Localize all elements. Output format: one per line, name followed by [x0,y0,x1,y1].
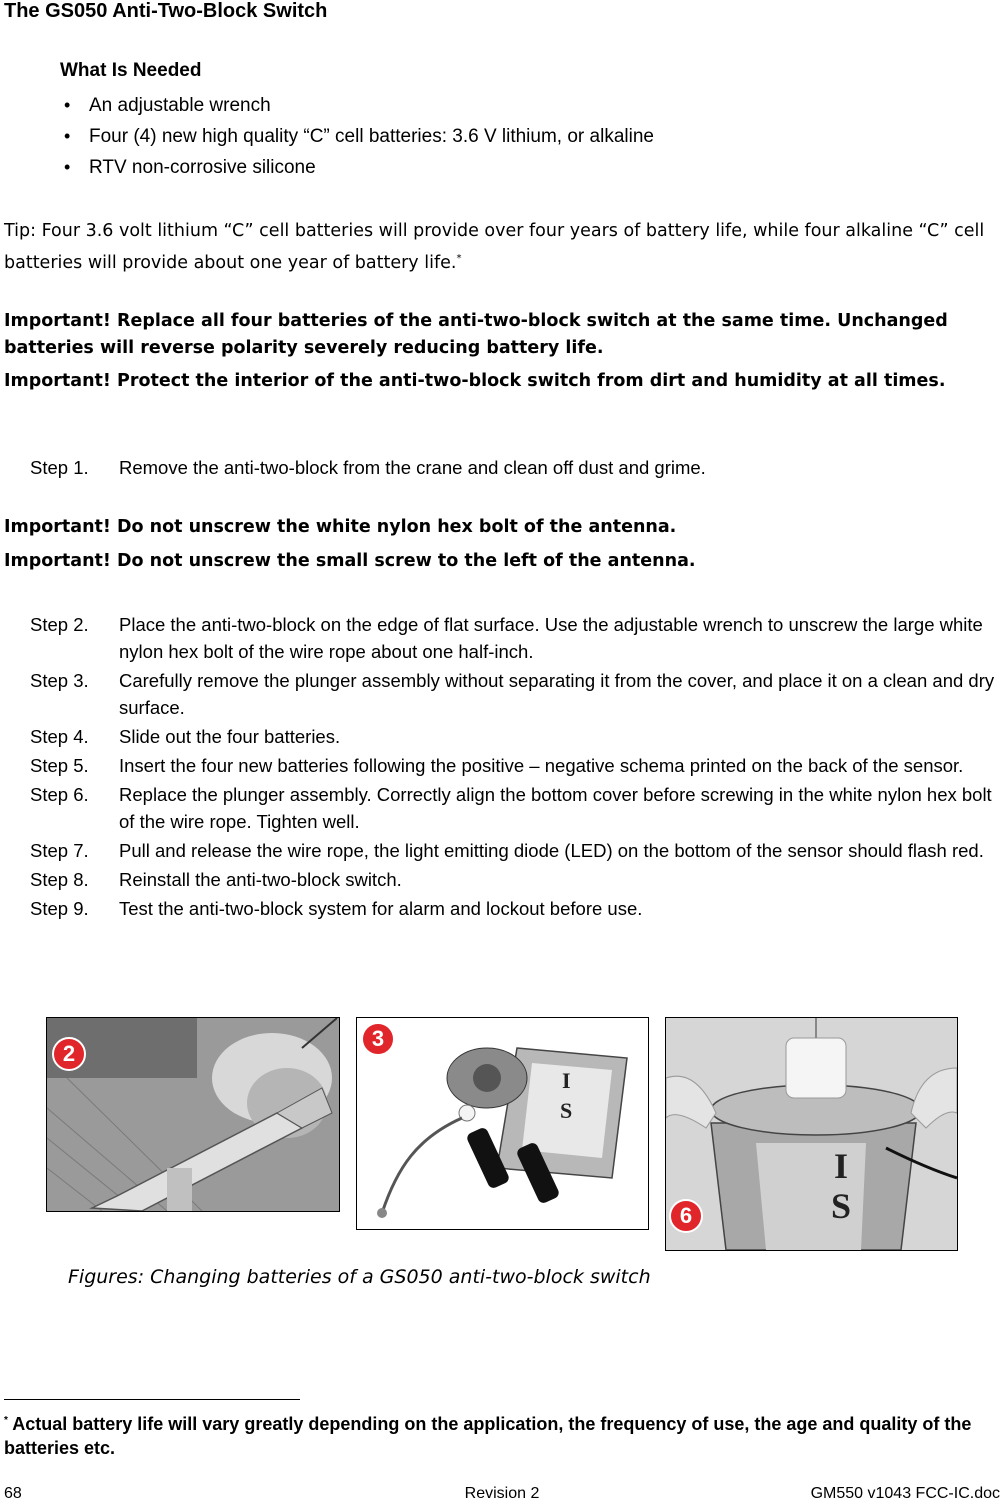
figure-caption: Figures: Changing batteries of a GS050 anti-two-block switch [68,1266,651,1288]
wrench-photo-illustration [47,1018,339,1211]
step-text: Pull and release the wire rope, the light emitting diode (LED) on the bottom of the sensor should flash red. [119,840,984,861]
important-note-batteries: Important! Replace all four batteries of the anti-two-block switch at the same time. Unchanged batteries will reverse polarity severely reducing battery life. [4,311,948,358]
step-text: Slide out the four batteries. [119,726,341,747]
footnote-marker: * [456,253,462,264]
footnote-text: Actual battery life will vary greatly depending on the application, the frequency of use, the age and quality of the batteries etc. [4,1414,972,1458]
step-item [30,723,1000,750]
step-item [30,866,1000,893]
step-list-2 [30,611,1000,924]
step-number: Step 5. [30,755,89,776]
footnote-separator [4,1399,300,1400]
figure-cover-photo [665,1017,958,1251]
step-item [30,895,1000,922]
footer-doc-name: GM550 v1043 FCC-IC.doc [810,1485,1000,1502]
list-item: • Four (4) new high quality “C” cell batteries: 3.6 V lithium, or alkaline [64,121,654,152]
footer-revision: Revision 2 [464,1485,540,1502]
footnote-marker: * [4,1415,8,1426]
step-item [30,837,1000,864]
cover-photo-illustration [666,1018,957,1250]
step-number: Step 6. [30,784,89,805]
step-text: Reinstall the anti-two-block switch. [119,869,402,890]
svg-text:S: S [831,1186,852,1226]
step-item [30,667,1000,721]
list-item: • RTV non-corrosive silicone [64,152,654,183]
needed-list [64,90,654,183]
important-note-small-screw: Important! Do not unscrew the small screw to the left of the antenna. [4,551,696,571]
footnote [4,1409,999,1460]
step-item [30,611,1000,665]
figure-badge: 6 [669,1199,703,1233]
figure-plunger-batteries-photo [356,1017,649,1230]
step-number: Step 1. [30,457,89,478]
step-text: Replace the plunger assembly. Correctly align the bottom cover before screwing in the white nylon hex bolt of the wire rope. Tighten well. [119,784,992,832]
figure-badge: 2 [52,1037,86,1071]
list-item: • An adjustable wrench [64,90,654,121]
step-text: Remove the anti-two-block from the crane and clean off dust and grime. [119,457,706,478]
step-text: Carefully remove the plunger assembly without separating it from the cover, and place it on a clean and dry surface. [119,670,995,718]
step-text: Test the anti-two-block system for alarm and lockout before use. [119,898,643,919]
step-item [30,454,1000,481]
tip-text: Tip: Four 3.6 volt lithium “C” cell batteries will provide over four years of battery life, while four alkaline “C” cell batteries will provide about one year of battery life. [4,221,985,273]
figure-badge: 3 [361,1022,395,1056]
what-is-needed-heading: What Is Needed [60,60,202,81]
step-number: Step 4. [30,726,89,747]
step-number: Step 3. [30,670,89,691]
svg-text:I: I [834,1146,849,1186]
step-item [30,752,1000,779]
step-number: Step 7. [30,840,89,861]
figure-wrench-photo [46,1017,340,1212]
svg-text:S: S [560,1098,573,1123]
step-number: Step 2. [30,614,89,635]
step-text: Insert the four new batteries following the positive – negative schema printed on the back of the sensor. [119,755,964,776]
step-list-1 [30,454,1000,483]
tip-paragraph [4,218,994,277]
step-item [30,781,1000,835]
step-text: Place the anti-two-block on the edge of flat surface. Use the adjustable wrench to unscrew the large white nylon hex bolt of the wire rope about one half-inch. [119,614,983,662]
important-note-protect: Important! Protect the interior of the anti-two-block switch from dirt and humidity at all times. [4,371,946,391]
important-note-antenna-bolt: Important! Do not unscrew the white nylon hex bolt of the antenna. [4,517,677,537]
page-title: The GS050 Anti-Two-Block Switch [4,0,328,22]
step-number: Step 8. [30,869,89,890]
plunger-photo-illustration [357,1018,648,1229]
svg-text:I: I [562,1068,571,1093]
step-number: Step 9. [30,898,89,919]
footer-page-number: 68 [4,1485,22,1502]
